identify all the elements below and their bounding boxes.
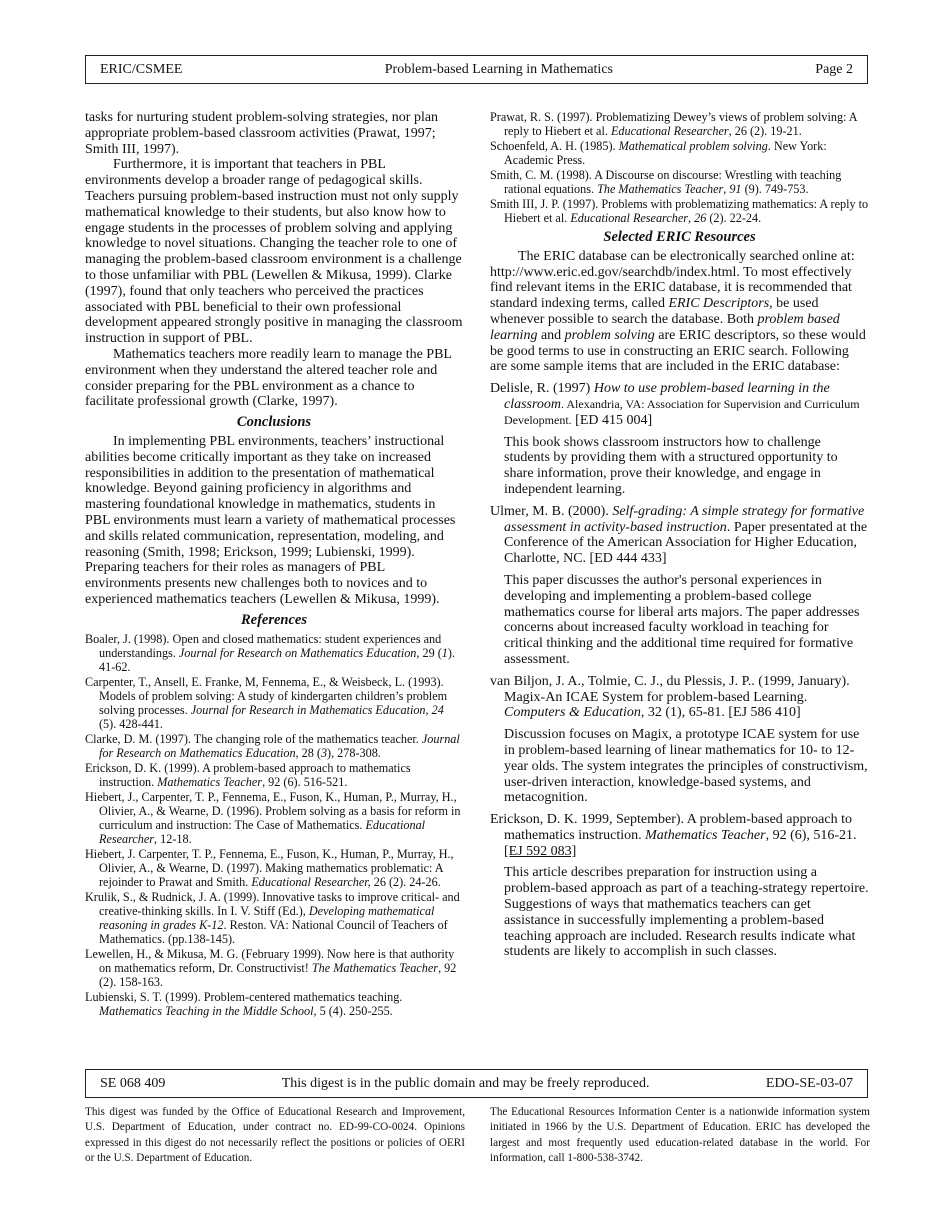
reference-item: Lubienski, S. T. (1999). Problem-centered mathematics teaching. Mathematics Teaching in the Middle School, 5 (4). 250-255.	[85, 989, 403, 1018]
reference-item: Schoenfeld, A. H. (1985). Mathematical problem solving. New York: Academic Press.	[490, 139, 827, 167]
reference-item: Hiebert, J. Carpenter, T. P., Fennema, E., Fuson, K., Human, P., Murray, H., Olivier, A., & Wearne, D. (1997). Making mathematics problematic: A rejoinder to Prawat and Smith. Educational Researcher, 26 (2). 24-26.	[85, 846, 454, 889]
references-list-continued	[490, 110, 869, 225]
reference-item: Boaler, J. (1998). Open and closed mathematics: student experiences and understandings. Journal for Research on Mathematics Education, 29 (1). 41-62.	[85, 631, 455, 674]
eric-id: [ED 444 433]	[589, 551, 667, 567]
eric-note: The Educational Resources Information Center is a nationwide information system initiated in 1966 by the U.S. Department of Education. ERIC has developed the largest and most frequently used education-related database in the world. For information, call 1-800-538-3742.	[490, 1106, 870, 1165]
body-paragraph: Furthermore, it is important that teachers in PBL environments develop a broader range of pedagogical skills. Teachers pursuing problem-based instruction must not only supply mathematical knowledge to their students, but also know how to engage students in the processes of problem solving and applying knowledge to novel situations. Changing the teacher role to one of managing the problem-based classroom environment is a challenge to those unfamiliar with PBL (Lewellen & Mikusa, 1999). Clarke (1997), found that only teachers who perceived the practices associated with PBL beneficial to their own professional development appeared strongly positive in managing the classroom instruction in support of PBL.	[85, 157, 463, 347]
left-column	[85, 110, 463, 1019]
resource-citation: Delisle, R. (1997) How to use problem-based learning in the classroom. Alexandria, VA: Association for Supervision and Curriculum Development. [ED 415 004]	[490, 381, 860, 428]
reference-item: Smith, C. M. (1998). A Discourse on discourse: Wrestling with teaching rational equations. The Mathematics Teacher, 91 (9). 749-753.	[490, 168, 842, 196]
resource-citation: Ulmer, M. B. (2000). Self-grading: A simple strategy for formative assessment in activity-based instruction. Paper presentated at the Conference of the American Association for Higher Education, Charlotte, NC. [ED 444 433]	[490, 503, 868, 567]
reference-item: Hiebert, J., Carpenter, T. P., Fennema, E., Fuson, K., Human, P., Murray, H., Olivier, A., & Wearne, D. (1996). Problem solving as a basis for reform in curriculum and instruction: The Case of Mathematics. Educational Researcher, 12-18.	[85, 789, 461, 846]
references-list	[85, 632, 463, 1018]
resource-description: Discussion focuses on Magix, a prototype ICAE system for use in problem-based learning of linear mathematics for 10- to 12-year olds. The system integrates the principles of constructivism, user-driven interaction, knowledge-based systems, and metacognition.	[504, 727, 868, 806]
page-header	[85, 55, 868, 84]
eric-id-link[interactable]: [EJ 592 083]	[504, 843, 577, 859]
conclusions-heading: Conclusions	[236, 414, 312, 431]
resource-list	[490, 381, 869, 960]
footer-left: SE 068 409	[100, 1075, 166, 1091]
eric-intro: The ERIC database can be electronically searched online at: http://www.eric.ed.gov/searchdb/index.html. To most effectively find relevant items in the ERIC database, it is recommended that standard indexing terms, called ERIC Descriptors, be used whenever possible to search the database. Both problem based learning and problem solving are ERIC descriptors, so these would be good terms to use in constructing an ERIC search. Following are some sample items that are included in the ERIC database:	[490, 248, 866, 375]
body-paragraph: Mathematics teachers more readily learn to manage the PBL environment when they understand the altered teacher role and consider preparing for the PBL environment as a chance to facilitate professional growth (Clarke, 1997).	[85, 346, 452, 410]
footer-center: This digest is in the public domain and may be freely reproduced.	[281, 1075, 650, 1091]
funding-note: This digest was funded by the Office of Educational Research and Improvement, U.S. Department of Education, under contract no. ED-99-CO-0024. Opinions expressed in this digest do not necessarily reflect the positions or policies of OERI or the U.S. Department of Education.	[85, 1106, 465, 1165]
eric-resources-heading: Selected ERIC Resources	[603, 229, 756, 245]
resource-citation: van Biljon, J. A., Tolmie, C. J., du Plessis, J. P.. (1999, January). Magix-An ICAE System for problem-based Learning. Computers & Education, 32 (1), 65-81. [EJ 586 410]	[490, 673, 850, 721]
resource-description: This paper discusses the author's personal experiences in developing and implementing a problem-based college mathematics course for liberal arts majors. The paper addresses concerns about increased faculty workload in teaching for critical thinking and the additional time required for formative assessment.	[504, 572, 860, 667]
resource-citation: Erickson, D. K. 1999, September). A problem-based approach to mathematics instruction. Mathematics Teacher, 92 (6), 516-21. [EJ 592 083]	[490, 812, 857, 859]
header-left: ERIC/CSMEE	[100, 61, 183, 77]
header-title: Problem-based Learning in Mathematics	[384, 61, 613, 77]
intro-text: tasks for nurturing student problem-solving strategies, nor plan appropriate problem-based classroom activities (Prawat, 1997; Smith III, 1997).	[85, 110, 439, 157]
resource-description: This article describes preparation for instruction using a problem-based approach as part of a teaching-strategy repertoire. Suggestions of ways that mathematics teachers can get assistance in successfully implementing a problem-based teaching approach are included. Research results indicate what students are likely to accomplish in such classes.	[504, 865, 869, 960]
reference-item: Carpenter, T., Ansell, E. Franke, M, Fennema, E., & Weisbeck, L. (1993). Models of problem solving: A study of kindergarten children’s problem solving processes. Journal for Research in Mathematics Education, 24 (5). 428-441.	[85, 674, 448, 731]
reference-item: Lewellen, H., & Mikusa, M. G. (February 1999). Now here is that authority on mathematics reform, Dr. Constructivist! The Mathematics Teacher, 92 (2). 158-163.	[85, 946, 457, 989]
header-page-number: Page 2	[815, 61, 853, 77]
reference-item: Erickson, D. K. (1999). A problem-based approach to mathematics instruction. Mathematics Teacher, 92 (6). 516-521.	[85, 760, 411, 789]
reference-item: Clarke, D. M. (1997). The changing role of the mathematics teacher. Journal for Research on Mathematics Education, 28 (3), 278-308.	[85, 731, 460, 760]
reference-item: Smith III, J. P. (1997). Problems with problematizing mathematics: A reply to Hiebert et al. Educational Researcher, 26 (2). 22-24.	[490, 197, 869, 225]
reference-item: Prawat, R. S. (1997). Problematizing Dewey’s views of problem solving: A reply to Hiebert et al. Educational Researcher, 26 (2). 19-21.	[490, 110, 857, 138]
references-heading: References	[240, 611, 308, 628]
page-footer	[85, 1069, 868, 1098]
resource-description: This book shows classroom instructors how to challenge students by providing them with a structured opportunity to share information, prove their knowledge, and engage in independent learning.	[504, 434, 838, 497]
footer-right: EDO-SE-03-07	[765, 1075, 853, 1091]
conclusions-text: In implementing PBL environments, teachers’ instructional abilities become critically important as they take on increased responsibilities in addition to the presentation of mathematical knowledge. Beyond gaining proficiency in algorithms and mastering foundational knowledge in mathematics, students in PBL environments must learn a variety of mathematical processes and skills related communication, representation, modeling, and reasoning (Smith, 1998; Erickson, 1999; Lubienski, 1999). Preparing teachers for their roles as managers of PBL environments presents new challenges both to novices and to experienced mathematics teachers (Lewellen & Mikusa, 1999).	[85, 433, 456, 607]
right-column	[490, 110, 869, 960]
reference-item: Krulik, S., & Rudnick, J. A. (1999). Innovative tasks to improve critical- and creative-thinking skills. In I. V. Stiff (Ed.), Developing mathematical reasoning in grades K-12. Reston. VA: National Council of Teachers of Mathematics. (pp.138-145).	[85, 889, 460, 946]
eric-id: [EJ 586 410]	[728, 705, 801, 721]
eric-id: [ED 415 004]	[575, 412, 653, 428]
